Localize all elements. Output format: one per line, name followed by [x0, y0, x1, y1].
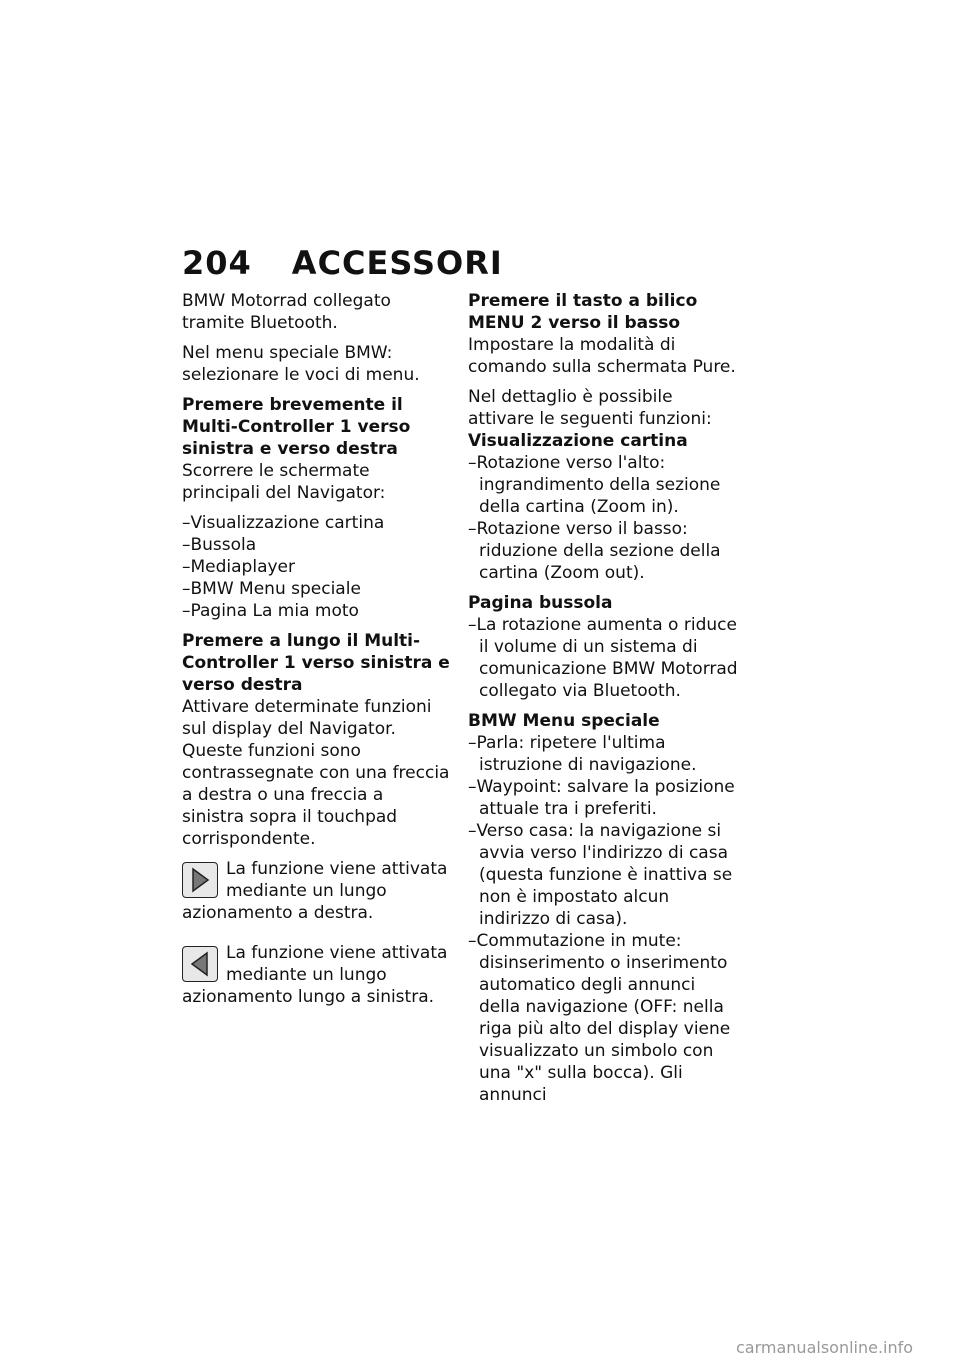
- list-item: –Mediaplayer: [182, 557, 295, 577]
- chapter-title: ACCESSORI: [291, 244, 503, 282]
- list-item: –Rotazione verso l'alto: ingrandimento della sezione della cartina (Zoom in).: [468, 453, 721, 517]
- special-menu-list: [468, 732, 740, 1106]
- section-heading-long-press: Premere a lungo il Multi-Controller 1 verso sinistra e verso destra: [182, 631, 450, 695]
- list-item: –Pagina La mia moto: [182, 601, 359, 621]
- arrow-right-icon: [182, 862, 218, 898]
- paragraph-scroll-screens: Scorrere le schermate principali del Navigator:: [182, 461, 386, 503]
- list-item: –Visualizzazione cartina: [182, 513, 385, 533]
- subheading-map-view: Visualizzazione cartina: [468, 431, 688, 451]
- page-number: 204: [182, 244, 252, 282]
- section-heading-menu-rocker: Premere il tasto a bilico MENU 2 verso il basso: [468, 291, 698, 333]
- list-item: –La rotazione aumenta o riduce il volume di un sistema di comunicazione BMW Motorrad collegato via Bluetooth.: [468, 615, 738, 701]
- list-item: –Rotazione verso il basso: riduzione della sezione della cartina (Zoom out).: [468, 519, 721, 583]
- page-header: [182, 244, 543, 282]
- note-text-right: La funzione viene attivata mediante un lungo azionamento a destra.: [182, 859, 448, 923]
- list-item: –Bussola: [182, 535, 257, 555]
- note-right-arrow: [182, 858, 450, 924]
- map-zoom-list: [468, 452, 740, 584]
- paragraph-functions-intro: Nel dettaglio è possibile attivare le seguenti funzioni:: [468, 387, 712, 429]
- arrow-left-icon: [182, 946, 218, 982]
- paragraph-pure-mode: Impostare la modalità di comando sulla schermata Pure.: [468, 335, 736, 377]
- note-left-arrow: [182, 942, 450, 1008]
- intro-text-2: Nel menu speciale BMW: selezionare le voci di menu.: [182, 343, 420, 385]
- subheading-compass-page: Pagina bussola: [468, 593, 613, 613]
- watermark: carmanualsonline.info: [736, 1338, 914, 1357]
- compass-list: [468, 614, 740, 702]
- list-item: –Commutazione in mute: disinserimento o inserimento automatico degli annunci della navigazione (OFF: nella riga più alto del display viene visualizzato un simbolo con una "x" sulla bocca). Gli annunci: [468, 931, 731, 1105]
- subheading-bmw-special-menu: BMW Menu speciale: [468, 711, 660, 731]
- section-heading-short-press: Premere brevemente il Multi-Controller 1 verso sinistra e verso destra: [182, 395, 411, 459]
- list-item: –Verso casa: la navigazione si avvia verso l'indirizzo di casa (questa funzione è inattiva se non è impostato alcun indirizzo di casa).: [468, 821, 733, 929]
- list-item: –Waypoint: salvare la posizione attuale tra i preferiti.: [468, 777, 735, 819]
- screen-list: [182, 512, 450, 622]
- right-column: [468, 290, 740, 1114]
- list-item: –BMW Menu speciale: [182, 579, 361, 599]
- list-item: –Parla: ripetere l'ultima istruzione di navigazione.: [468, 733, 697, 775]
- left-column: [182, 290, 450, 1026]
- paragraph-activate-functions: Attivare determinate funzioni sul display del Navigator. Queste funzioni sono contrassegnate con una freccia a destra o una freccia a sinistra sopra il touchpad corrispondente.: [182, 697, 450, 849]
- intro-text: BMW Motorrad collegato tramite Bluetooth.: [182, 291, 391, 333]
- note-text-left: La funzione viene attivata mediante un lungo azionamento lungo a sinistra.: [182, 943, 448, 1007]
